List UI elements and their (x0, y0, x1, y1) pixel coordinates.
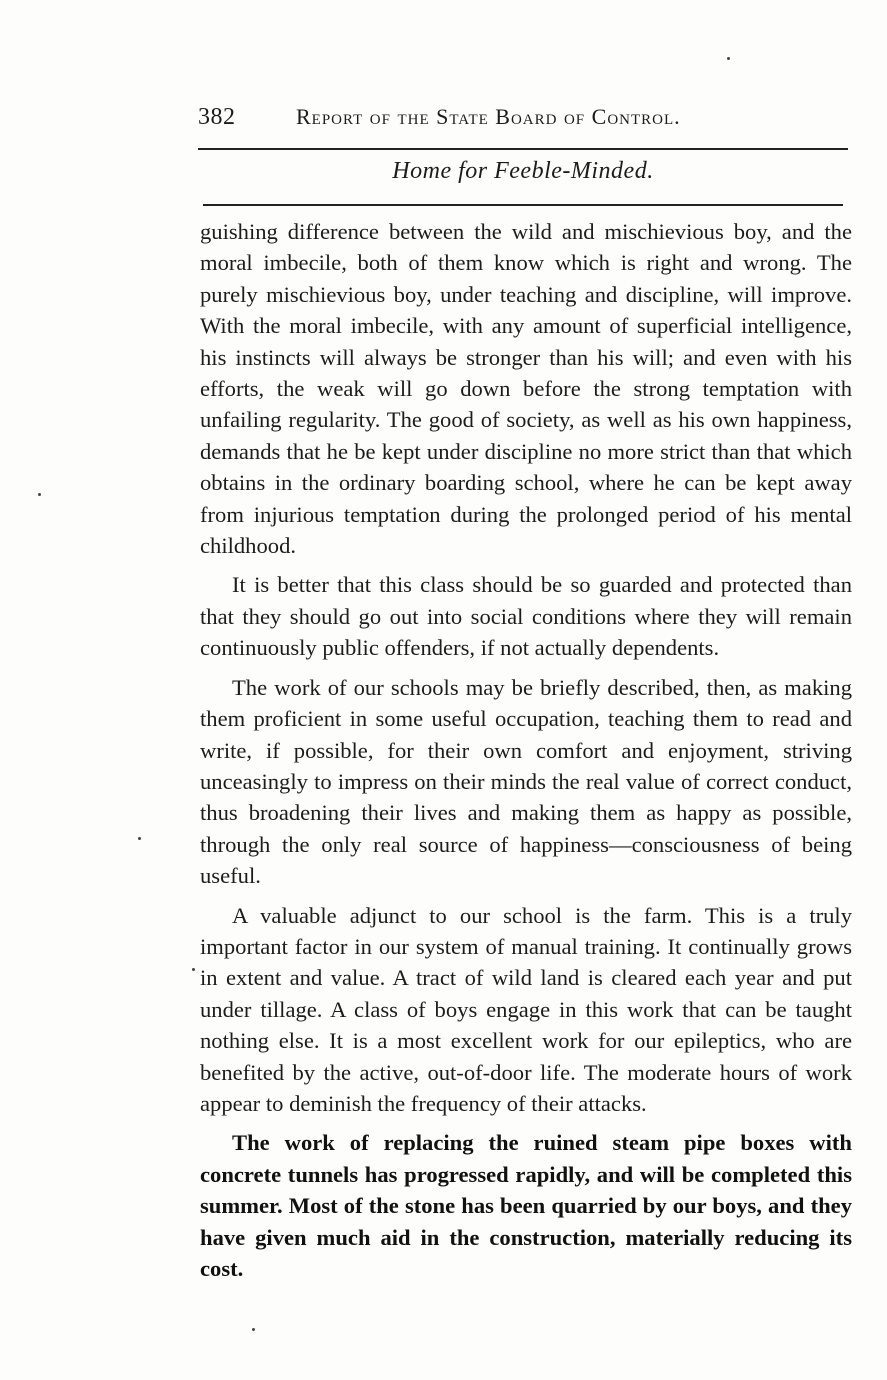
paragraph: guishing difference between the wild and mischievious boy, and the moral imbecile, both of them know which is right and wrong. The purely mischievious boy, under teaching and discipline, will improve. With the moral imbecile, with any amount of superficial intelligence, his instincts will always be stronger than his will; and even with his efforts, the weak will go down before the strong temptation with unfailing regularity. The good of society, as well as his own happiness, demands that he be kept under discipline no more strict than that which obtains in the ordinary boarding school, where he can be kept away from injurious temptation during the prolonged period of his mental childhood. (200, 219, 852, 559)
body-text (200, 216, 852, 1292)
paragraph: It is better that this class should be so guarded and protected than that they should go out into social conditions where they will remain continuously public offenders, if not actually dependents. (200, 572, 852, 661)
print-speck (192, 968, 195, 971)
page-number: 382 (198, 104, 236, 130)
paragraph: A valuable adjunct to our school is the farm. This is a truly important factor in our system of manual training. It continually grows in extent and value. A tract of wild land is cleared each year and put under tillage. A class of boys engage in this work that can be taught nothing else. It is a most excellent work for our epileptics, who are benefited by the active, out-of-door life. The moderate hours of work appear to deminish the frequency of their attacks. (200, 902, 852, 1116)
header-rule-bottom (203, 204, 843, 206)
header-rule-top (198, 148, 848, 150)
print-speck (252, 1328, 255, 1331)
running-head (198, 104, 848, 138)
print-speck (38, 493, 41, 496)
print-speck (138, 837, 141, 840)
paragraph: The work of replacing the ruined steam pipe boxes with concrete tunnels has progressed rapidly, and will be completed this summer. Most of the stone has been quarried by our boys, and they have given much aid in the construction, materially reducing its cost. (200, 1130, 852, 1281)
section-title: Home for Feeble-Minded. (392, 158, 654, 184)
print-speck (727, 57, 730, 60)
running-title: Report of the State Board of Control. (296, 104, 681, 129)
paragraph: The work of our schools may be briefly described, then, as making them proficient in some useful occupation, teaching them to read and write, if possible, for their own comfort and enjoyment, striving unceasingly to impress on their minds the real value of correct conduct, thus broadening their lives and making them as happy as possible, through the only real source of happiness—consciousness of being useful. (200, 674, 852, 889)
